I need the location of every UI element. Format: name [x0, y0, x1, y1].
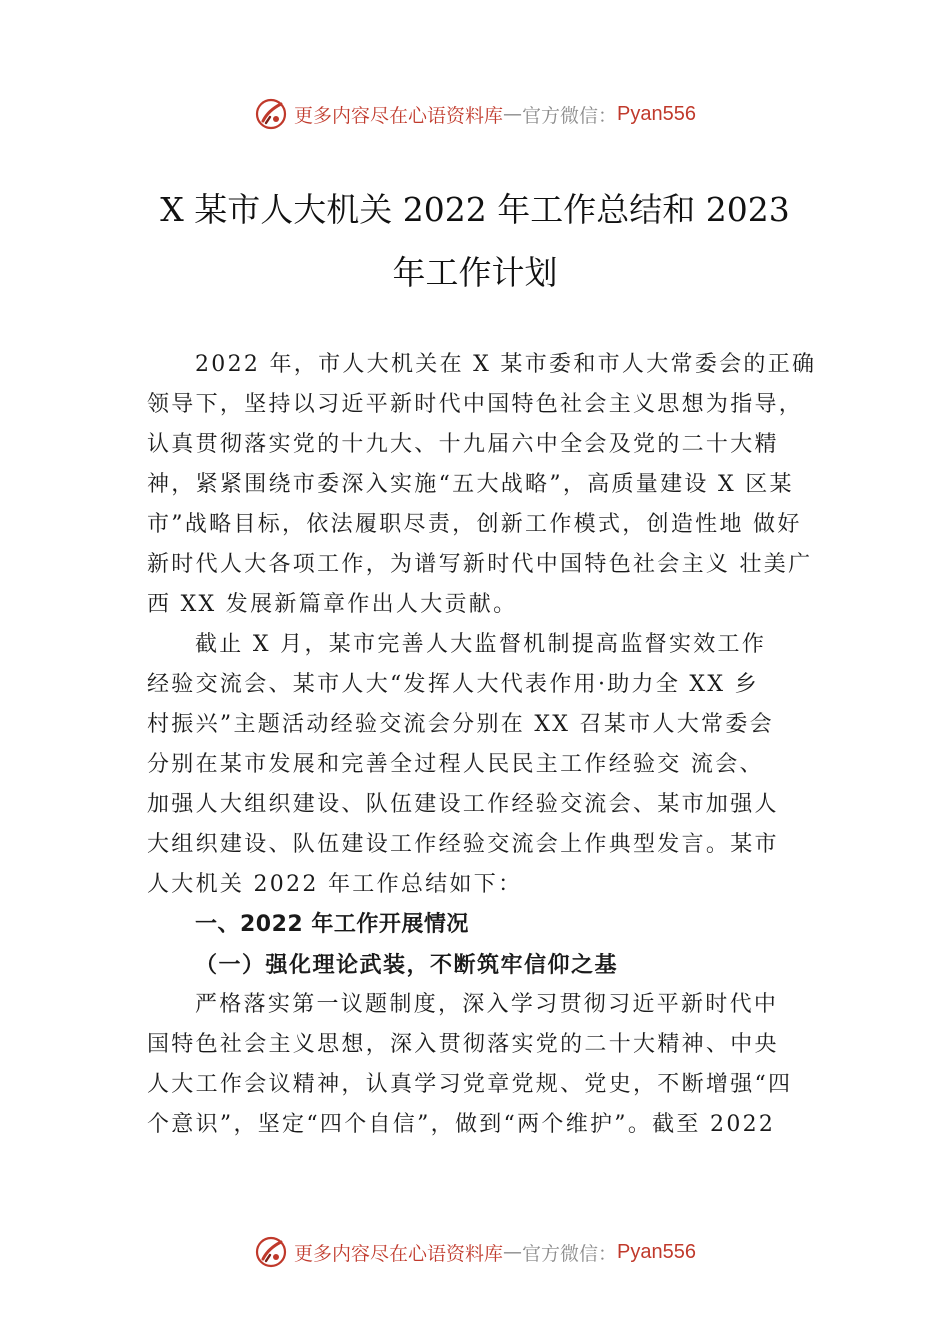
body-line: 市”战略目标，依法履职尽责，创新工作模式，创造性地 做好: [147, 512, 802, 537]
body-line: 2022 年，市人大机关在 X 某市委和市人大常委会的正确: [195, 352, 817, 377]
watermark-suffix-text: 官方微信：: [522, 1242, 618, 1265]
body-line: 新时代人大各项工作，为谱写新时代中国特色社会主义 壮美广: [147, 552, 813, 577]
section-heading: 一、2022 年工作开展情况: [195, 912, 469, 937]
body-line: 经验交流会、某市人大“发挥人大代表作用·助力全 XX 乡: [147, 672, 759, 697]
watermark-separator: —: [503, 103, 523, 125]
document-title-line-1: X 某市人大机关 2022 年工作总结和 2023: [160, 190, 790, 229]
body-line: 截止 X 月，某市完善人大监督机制提高监督实效工作: [195, 632, 767, 657]
body-line: 严格落实第一议题制度，深入学习贯彻习近平新时代中: [195, 992, 779, 1017]
brush-logo-icon: [254, 1235, 288, 1269]
body-line: 国特色社会主义思想，深入贯彻落实党的二十大精神、中央: [147, 1032, 779, 1057]
watermark-footer: [0, 1232, 950, 1272]
body-line: 神，紧紧围绕市委深入实施“五大战略”，高质量建设 X 区某: [147, 472, 794, 497]
body-line: 西 XX 发展新篇章作出人大贡献。: [147, 592, 518, 617]
watermark-separator: —: [503, 1241, 523, 1263]
body-line: 加强人大组织建设、队伍建设工作经验交流会、某市加强人: [147, 792, 779, 817]
body-line: 人大机关 2022 年工作总结如下：: [147, 872, 523, 897]
body-line: 认真贯彻落实党的十九大、十九届六中全会及党的二十大精: [147, 432, 779, 457]
document-body: [147, 345, 817, 1145]
watermark-main-text: 更多内容尽在心语资料库: [294, 104, 504, 127]
body-line: 村振兴”主题活动经验交流会分别在 XX 召某市人大常委会: [147, 712, 774, 737]
body-line: 分别在某市发展和完善全过程人民民主工作经验交 流会、: [147, 752, 764, 777]
watermark-suffix-text: 官方微信：: [522, 104, 618, 127]
watermark-wechat-id: Pyan556: [617, 102, 696, 125]
body-line: 人大工作会议精神，认真学习党章党规、党史，不断增强“四: [147, 1072, 793, 1097]
watermark-main-text: 更多内容尽在心语资料库: [294, 1242, 504, 1265]
subsection-heading: （一）强化理论武装，不断筑牢信仰之基: [195, 952, 619, 978]
body-line: 大组织建设、队伍建设工作经验交流会上作典型发言。某市: [147, 832, 779, 857]
body-line: 个意识”，坚定“四个自信”，做到“两个维护”。截至 2022: [147, 1112, 776, 1137]
body-line: 领导下，坚持以习近平新时代中国特色社会主义思想为指导，: [147, 392, 804, 417]
watermark-header: [0, 94, 950, 134]
document-title-line-2: 年工作计划: [392, 253, 558, 292]
brush-logo-icon: [254, 97, 288, 131]
watermark-wechat-id: Pyan556: [617, 1240, 696, 1263]
